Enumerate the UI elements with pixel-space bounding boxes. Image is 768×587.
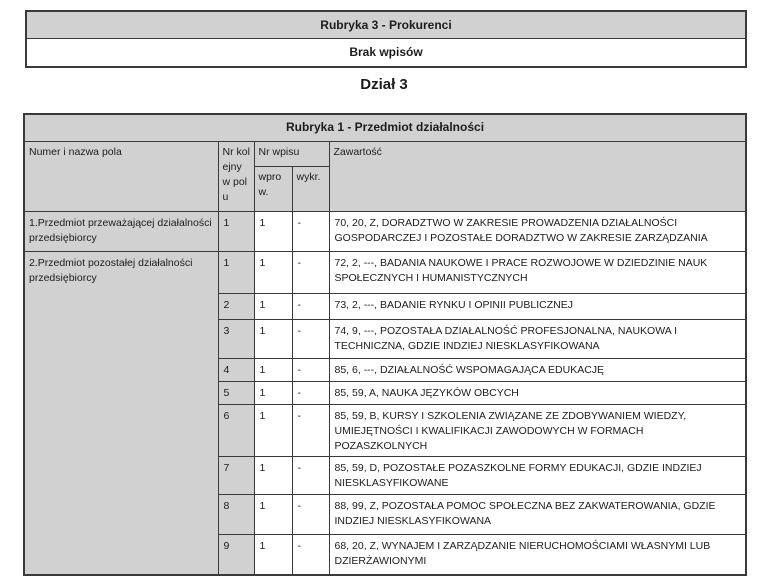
content-cell: 85, 59, A, NAUKA JĘZYKÓW OBCYCH — [329, 381, 746, 404]
content-cell: 68, 20, Z, WYNAJEM I ZARZĄDZANIE NIERUCHOMOŚCIAMI WŁASNYMI LUB DZIERŻAWIONYMI — [329, 534, 746, 575]
wprow-cell: 1 — [254, 358, 292, 381]
dzialalnosc-title-row — [24, 114, 746, 141]
wykr-cell: - — [292, 358, 329, 381]
entry-number-cell: 6 — [218, 404, 254, 456]
wykr-cell: - — [292, 319, 329, 358]
entry-number-cell: 1 — [218, 211, 254, 251]
wykr-cell: - — [292, 404, 329, 456]
column-header-content: Zawartość — [329, 141, 746, 211]
dzialalnosc-table — [23, 113, 747, 576]
wprow-cell: 1 — [254, 251, 292, 293]
wykr-cell: - — [292, 534, 329, 575]
content-cell: 85, 59, B, KURSY I SZKOLENIA ZWIĄZANE ZE ZDOBYWANIEM WIEDZY, UMIEJĘTNOŚCI I KWALIFIKACJI ZAWODOWYCH W FORMACH POZASZKOLNYCH — [329, 404, 746, 456]
entry-number-cell: 1 — [218, 251, 254, 293]
entry-number-cell: 2 — [218, 293, 254, 319]
wprow-cell: 1 — [254, 211, 292, 251]
wprow-cell: 1 — [254, 381, 292, 404]
section-title: Dział 3 — [360, 76, 408, 93]
field-name-cell: 1.Przedmiot przeważającej działalności przedsiębiorcy — [24, 211, 218, 251]
prokurenci-table — [25, 10, 747, 68]
content-cell: 85, 6, ---, DZIAŁALNOŚĆ WSPOMAGAJĄCA EDUKACJĘ — [329, 358, 746, 381]
wprow-cell: 1 — [254, 534, 292, 575]
table-row — [24, 251, 746, 293]
content-cell: 88, 99, Z, POZOSTAŁA POMOC SPOŁECZNA BEZ ZAKWATEROWANIA, GDZIE INDZIEJ NIESKLASYFIKOWANA — [329, 494, 746, 534]
column-header-entry: Nr wpisu — [254, 141, 329, 166]
wykr-cell: - — [292, 293, 329, 319]
entry-number-cell: 4 — [218, 358, 254, 381]
wprow-cell: 1 — [254, 293, 292, 319]
column-header-wykr: wykr. — [292, 166, 329, 211]
entry-number-cell: 3 — [218, 319, 254, 358]
content-cell: 70, 20, Z, DORADZTWO W ZAKRESIE PROWADZENIA DZIAŁALNOŚCI GOSPODARCZEJ I POZOSTAŁE DORADZTWO W ZAKRESIE ZARZĄDZANIA — [329, 211, 746, 251]
table-row — [24, 211, 746, 251]
wykr-cell: - — [292, 251, 329, 293]
prokurenci-empty-text: Brak wpisów — [26, 38, 746, 67]
column-header-wprow: wprow. — [254, 166, 292, 211]
wykr-cell: - — [292, 494, 329, 534]
entry-number-cell: 9 — [218, 534, 254, 575]
prokurenci-empty-row — [26, 38, 746, 67]
column-header-row-1 — [24, 141, 746, 166]
column-header-seq: Nr kolejny w polu — [218, 141, 254, 211]
wprow-cell: 1 — [254, 319, 292, 358]
column-header-field: Numer i nazwa pola — [24, 141, 218, 211]
prokurenci-table-title: Rubryka 3 - Prokurenci — [26, 11, 746, 38]
entry-number-cell: 5 — [218, 381, 254, 404]
wykr-cell: - — [292, 211, 329, 251]
wprow-cell: 1 — [254, 494, 292, 534]
wprow-cell: 1 — [254, 404, 292, 456]
content-cell: 85, 59, D, POZOSTAŁE POZASZKOLNE FORMY EDUKACJI, GDZIE INDZIEJ NIESKLASYFIKOWANE — [329, 456, 746, 494]
entry-number-cell: 8 — [218, 494, 254, 534]
wykr-cell: - — [292, 456, 329, 494]
wykr-cell: - — [292, 381, 329, 404]
prokurenci-header-row — [26, 11, 746, 38]
field-name-cell: 2.Przedmiot pozostałej działalności przedsiębiorcy — [24, 251, 218, 575]
wprow-cell: 1 — [254, 456, 292, 494]
dzialalnosc-table-title: Rubryka 1 - Przedmiot działalności — [24, 114, 746, 141]
content-cell: 72, 2, ---, BADANIA NAUKOWE I PRACE ROZWOJOWE W DZIEDZINIE NAUK SPOŁECZNYCH I HUMANISTYCZNYCH — [329, 251, 746, 293]
entry-number-cell: 7 — [218, 456, 254, 494]
content-cell: 74, 9, ---, POZOSTAŁA DZIAŁALNOŚĆ PROFESJONALNA, NAUKOWA I TECHNICZNA, GDZIE INDZIEJ NIESKLASYFIKOWANA — [329, 319, 746, 358]
content-cell: 73, 2, ---, BADANIE RYNKU I OPINII PUBLICZNEJ — [329, 293, 746, 319]
